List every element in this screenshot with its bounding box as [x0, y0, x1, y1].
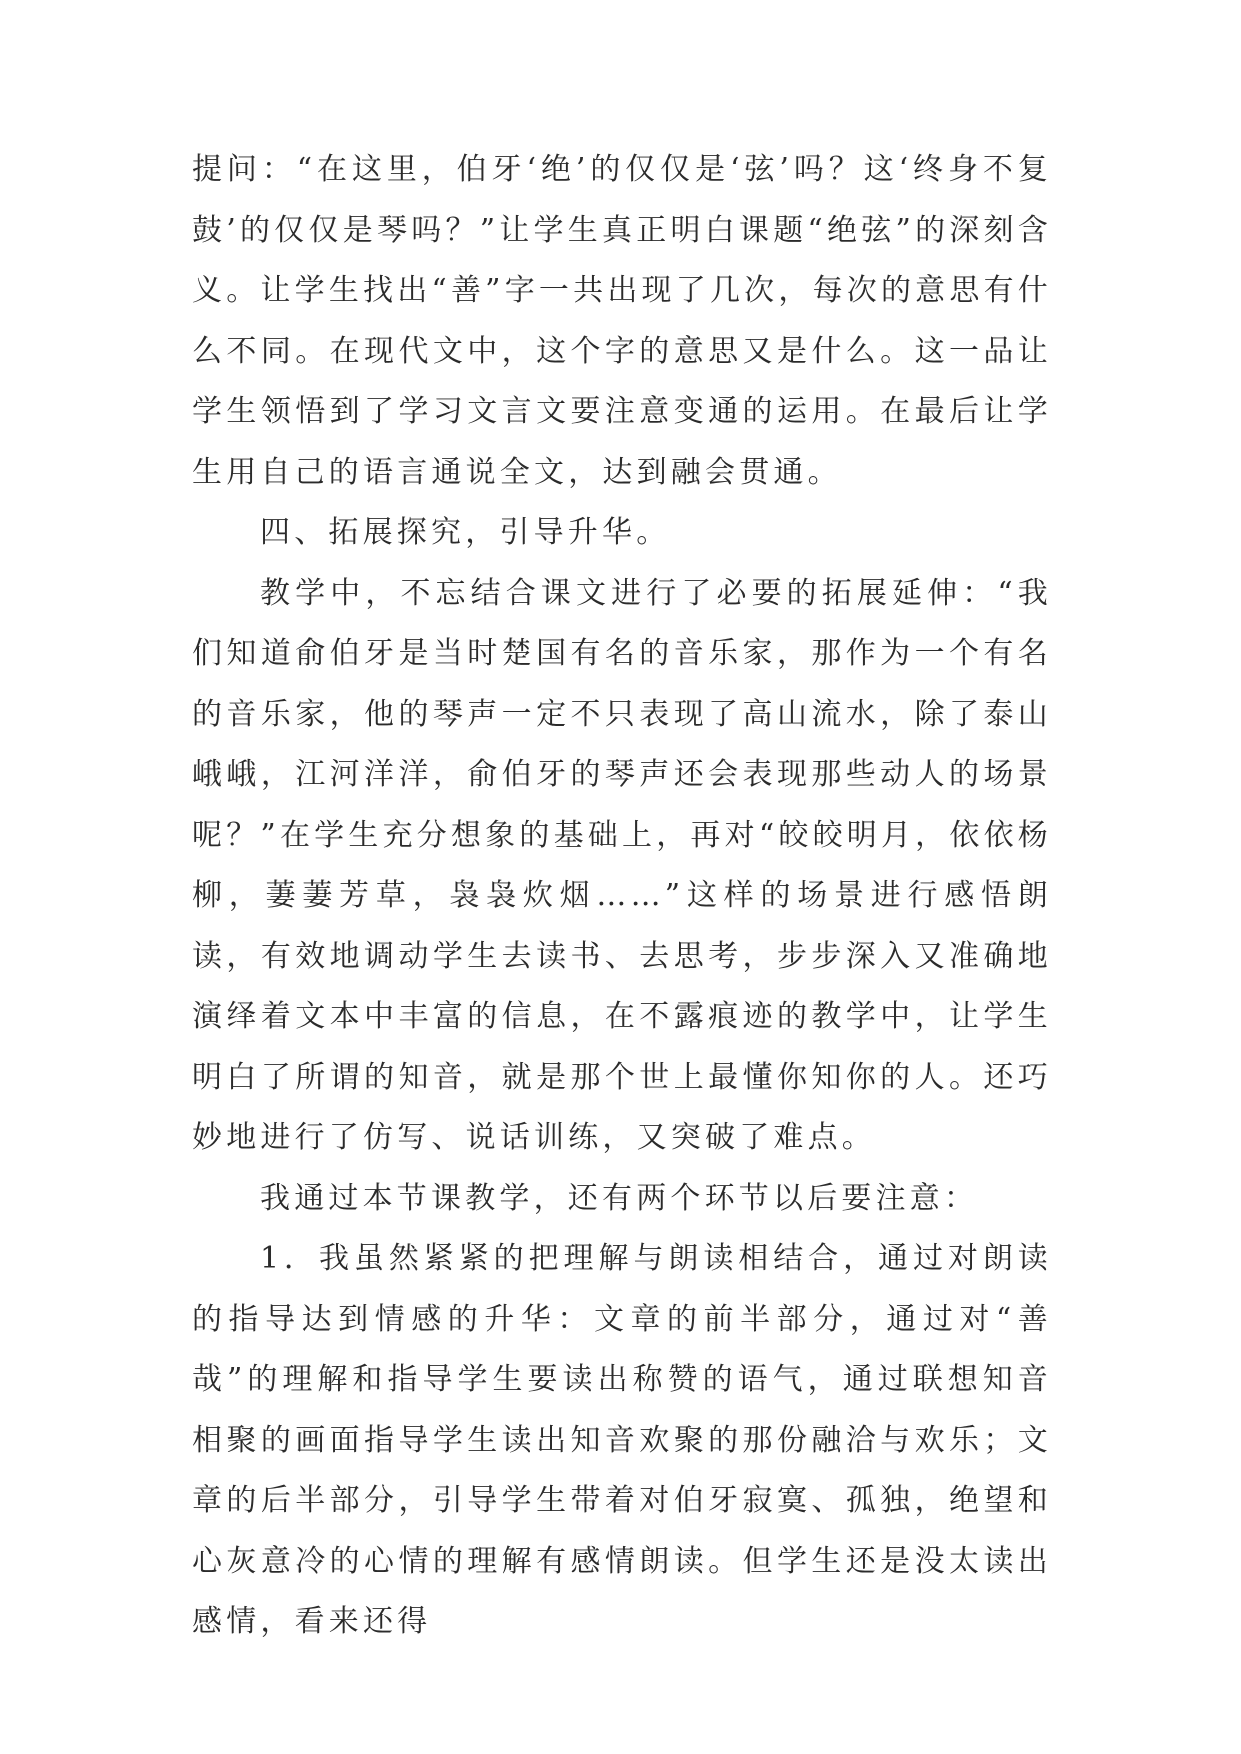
paragraph-continuation: 提问：“在这里，伯牙‘绝’的仅仅是‘弦’吗？这‘终身不复鼓’的仅仅是琴吗？”让学生真正明白课题“绝弦”的深刻含义。让学生找出“善”字一共出现了几次，每次的意思有什么不同。在现代文中，这个字的意思又是什么。这一品让学生领悟到了学习文言文要注意变通的运用。在最后让学生用自己的语言通说全文，达到融会贯通。 [192, 152, 1052, 490]
section-heading: 四、拓展探究，引导升华。 [260, 515, 671, 550]
body-text [192, 140, 1052, 1653]
paragraph-notes-intro: 我通过本节课教学，还有两个环节以后要注意： [260, 1180, 979, 1216]
paragraph-point-1: 1．我虽然紧紧的把理解与朗读相结合，通过对朗读的指导达到情感的升华：文章的前半部分，通过对“善哉”的理解和指导学生要读出称赞的语气，通过联想知音相聚的画面指导学生读出知音欢聚的那份融洽与欢乐；文章的后半部分，引导学生带着对伯牙寂寞、孤独，绝望和心灰意冷的心情的理解有感情朗读。但学生还是没太读出感情，看来还得 [192, 1241, 1052, 1639]
paragraph-extension: 教学中，不忘结合课文进行了必要的拓展延伸：“我们知道俞伯牙是当时楚国有名的音乐家，那作为一个有名的音乐家，他的琴声一定不只表现了高山流水，除了泰山峨峨，江河洋洋，俞伯牙的琴声还会表现那些动人的场景呢？”在学生充分想象的基础上，再对“皎皎明月，依依杨柳，萋萋芳草，袅袅炊烟……”这样的场景进行感悟朗读，有效地调动学生去读书、去思考，步步深入又准确地演绎着文本中丰富的信息，在不露痕迹的教学中，让学生明白了所谓的知音，就是那个世上最懂你知你的人。还巧妙地进行了仿写、说话训练，又突破了难点。 [192, 575, 1052, 1155]
